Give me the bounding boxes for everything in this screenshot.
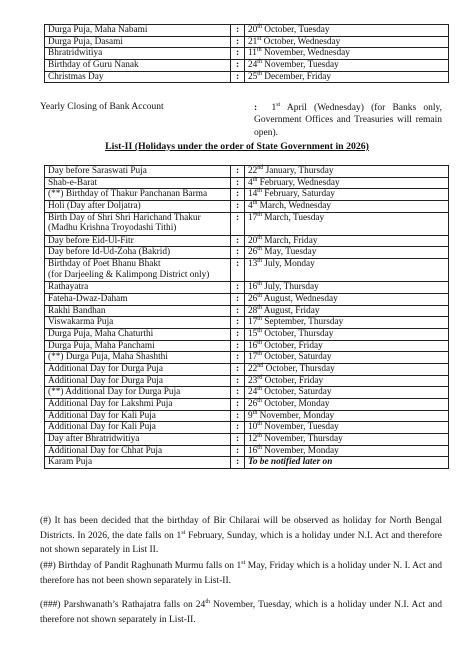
holiday-name: Day before Id-Ud-Zoha (Bakrid) [45,247,231,259]
holiday-name: Additional Day for Kali Puja [45,410,231,422]
holiday-name: (**) Durga Puja, Maha Shashthi [45,352,231,364]
colon-separator: : [231,422,245,434]
holiday-name: Durga Puja, Maha Chaturthi [45,328,231,340]
table-row [45,177,449,189]
holiday-date: 23rd October, Friday [245,375,449,387]
colon-separator: : [231,363,245,375]
note-2: (##) Birthday of Pandit Raghunath Murmu falls on 1st May, Friday which is a holiday under N. I. Act and therefore has not been shown separately in List-II. [40,559,442,586]
holiday-name: Durga Puja, Maha Nabami [45,25,231,37]
holiday-date: 13th July, Monday [245,259,449,282]
colon-separator: : [231,387,245,399]
colon-separator: : [231,177,245,189]
holiday-name: Birthday of Poet Bhanu Bhakt (for Darjeeling & Kalimpong District only) [45,259,231,282]
colon-separator: : [231,434,245,446]
colon-separator: : [231,71,245,83]
yearly-closing-label: Yearly Closing of Bank Account [40,102,164,112]
holiday-name: Karam Puja [45,457,231,469]
table-row [45,282,449,294]
colon-separator: : [231,340,245,352]
table-row [45,189,449,201]
holiday-date: 14th February, Saturday [245,189,449,201]
holiday-date: 20th October, Tuesday [245,25,449,37]
holiday-date: 16th October, Friday [245,340,449,352]
colon-separator: : [231,212,245,235]
colon-separator: : [231,25,245,37]
holiday-name: Additional Day for Chhat Puja [45,445,231,457]
table-row [45,328,449,340]
table-row [45,340,449,352]
holiday-date: 4th March, Wednesday [245,201,449,213]
holiday-date: 4th February, Wednesday [245,177,449,189]
holiday-date: 28th August, Friday [245,305,449,317]
table-row [45,48,449,60]
holiday-date: 21st October, Wednesday [245,36,449,48]
colon-separator: : [231,399,245,411]
holiday-name: Birthday of Guru Nanak [45,60,231,72]
table-row [45,166,449,178]
table-row [45,399,449,411]
holiday-date: 20th March, Friday [245,235,449,247]
holiday-date: 12th November, Thursday [245,434,449,446]
table-row [45,293,449,305]
table-row [45,25,449,37]
holiday-name: Additional Day for Durga Puja [45,363,231,375]
table-row [45,305,449,317]
table-row [45,457,449,469]
colon-separator: : [231,259,245,282]
colon-separator: : [231,247,245,259]
colon-separator: : [231,352,245,364]
table-row [45,235,449,247]
table-row [45,259,449,282]
holiday-date: 16th November, Monday [245,445,449,457]
holiday-name: Durga Puja, Maha Panchami [45,340,231,352]
holiday-date: 24th October, Saturday [245,387,449,399]
holiday-date: 25th December, Friday [245,71,449,83]
top-holiday-table [44,24,449,83]
holiday-name: Rakhi Bandhan [45,305,231,317]
list-ii-table [44,165,449,469]
table-row [45,352,449,364]
colon-separator: : [231,375,245,387]
colon-separator: : [231,457,245,469]
table-row [45,410,449,422]
holiday-name: Shab-e-Barat [45,177,231,189]
holiday-date: 15th October, Thursday [245,328,449,340]
colon-separator: : [231,201,245,213]
colon-separator: : [231,36,245,48]
holiday-date: 11th November, Wednesday [245,48,449,60]
colon-separator: : [231,410,245,422]
holiday-name: Christmas Day [45,71,231,83]
table-row [45,212,449,235]
holiday-date: 17th September, Thursday [245,317,449,329]
holiday-name: (**) Birthday of Thakur Panchanan Barma [45,189,231,201]
holiday-name: Birth Day of Shri Shri Harichand Thakur (Madhu Krishna Troyodashi Tithi) [45,212,231,235]
holiday-date: 22nd January, Thursday [245,166,449,178]
colon-separator: : [231,48,245,60]
yearly-closing-text: : 1st April (Wednesday) (for Banks only, Government Offices and Treasuries will remain open). [254,101,443,138]
colon-separator: : [231,328,245,340]
holiday-name: (**) Additional Day for Durga Puja [45,387,231,399]
colon-separator: : [231,166,245,178]
table-row [45,247,449,259]
note-3: (###) Parshwanath’s Rathajatra falls on 24th November, Tuesday, which is a holiday under N.I. Act and therefore not shown separately in List-II. [40,598,442,625]
table-row [45,375,449,387]
holiday-date: 10th November, Tuesday [245,422,449,434]
holiday-name: Durga Puja, Dasami [45,36,231,48]
table-row [45,36,449,48]
colon-separator: : [231,60,245,72]
holiday-date: 17th March, Tuesday [245,212,449,235]
colon-separator: : [231,317,245,329]
table-row [45,201,449,213]
colon-separator: : [231,282,245,294]
colon-separator: : [231,235,245,247]
table-row [45,71,449,83]
holiday-date: 24th November, Tuesday [245,60,449,72]
holiday-name: Fateha-Dwaz-Daham [45,293,231,305]
colon-separator: : [231,445,245,457]
table-row [45,363,449,375]
table-row [45,387,449,399]
holiday-name: Additional Day for Durga Puja [45,375,231,387]
holiday-date: 26th May, Tuesday [245,247,449,259]
holiday-name: Day before Saraswati Puja [45,166,231,178]
table-row [45,60,449,72]
holiday-date: 17th October, Saturday [245,352,449,364]
table-row [45,445,449,457]
table-row [45,317,449,329]
holiday-name: Additional Day for Lakshmi Puja [45,399,231,411]
table-row [45,422,449,434]
holiday-name: Viswakarma Puja [45,317,231,329]
table-row [45,434,449,446]
holiday-name: Rathayatra [45,282,231,294]
holiday-name: Bhratridwitiya [45,48,231,60]
holiday-name: Day after Bhratridwitiya [45,434,231,446]
holiday-name: Holi (Day after Doljatra) [45,201,231,213]
colon-separator: : [231,189,245,201]
colon-separator: : [231,293,245,305]
holiday-date: 26th October, Monday [245,399,449,411]
note-1: (#) It has been decided that the birthday of Bir Chilarai will be observed as holiday for North Bengal Districts. In 2026, the date falls on 1st February, Sunday, which is a holiday under N.I. Act and therefore not shown separately in List II. [40,516,443,556]
holiday-date: 9th November, Monday [245,410,449,422]
holiday-name: Additional Day for Kali Puja [45,422,231,434]
holiday-date: 26th August, Wednesday [245,293,449,305]
holiday-date: To be notified later on [245,457,449,469]
colon-separator: : [231,305,245,317]
list-ii-title: List-II (Holidays under the order of State Government in 2026) [105,141,369,152]
holiday-date: 16th July, Thursday [245,282,449,294]
holiday-date: 22nd October, Thursday [245,363,449,375]
holiday-name: Day before Eid-Ul-Fitr [45,235,231,247]
